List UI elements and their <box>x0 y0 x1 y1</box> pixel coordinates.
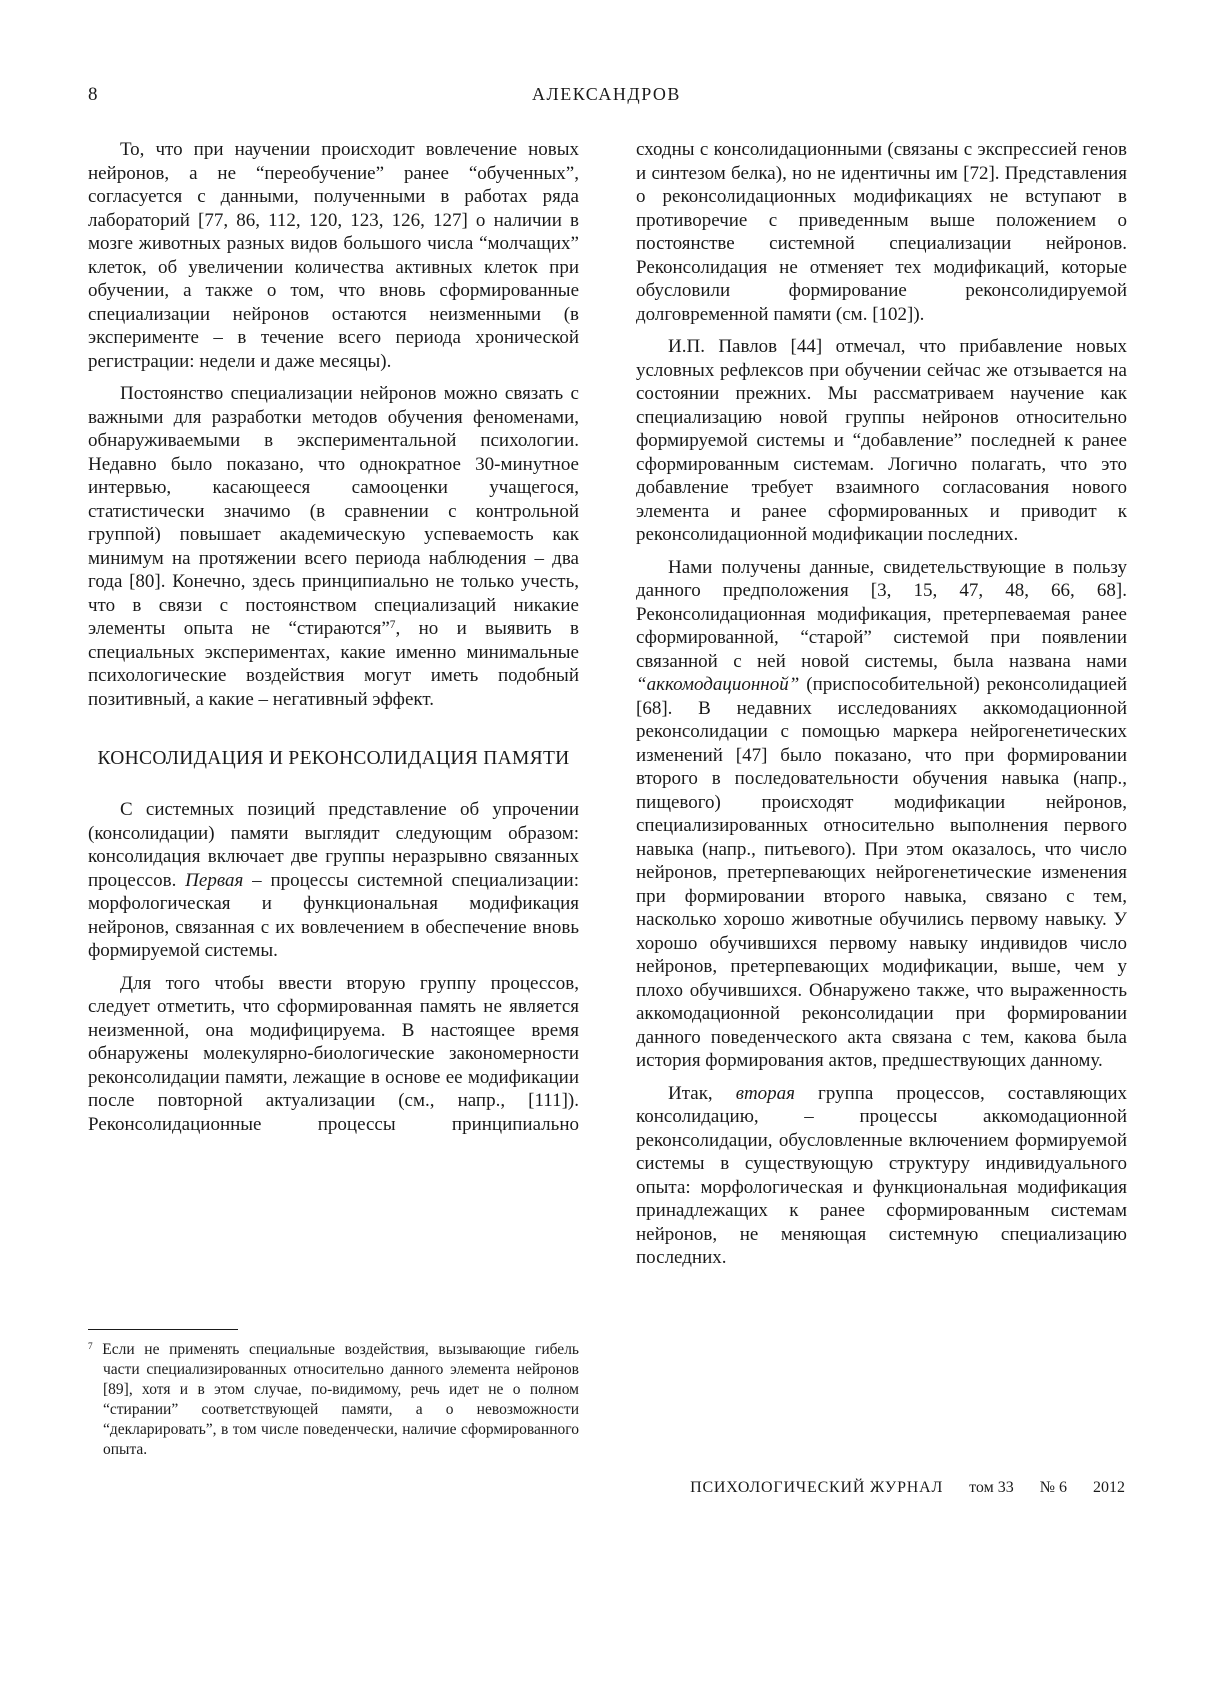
footnote-reference: 7 <box>88 1341 93 1352</box>
running-head-author: АЛЕКСАНДРОВ <box>532 84 681 104</box>
paragraph <box>636 556 1127 1073</box>
journal-year: 2012 <box>1093 1479 1125 1496</box>
text-run: сходны с консолидационными (связаны с экспрессией генов и синтезом белка), но не идентичны им [72]. Представления о реконсолидационных модификациях не вступают в противоречие с приведенным выше положением о постоянстве системной специализации нейронов. Реконсолидация не отменяет тех модификаций, которые обусловили формирование реконсолидируемой долговременной памяти (см. [102]). <box>636 139 1127 325</box>
page-number: 8 <box>88 84 98 105</box>
paragraph <box>636 335 1127 547</box>
text-run: Для того чтобы ввести вторую группу процессов, следует отметить, что сформированная память не является неизменной, она модифицируема. В настоящее время обнаружены молекулярно-биологические закономерности реконсолидации памяти, лежащие в основе ее модификации после повторной актуализации (см., напр., [111]). Реконсолидационные процессы принципиально <box>88 972 579 1135</box>
paragraph <box>636 1082 1127 1270</box>
text-run: (приспособительной) реконсолидацией [68]. В недавних исследованиях аккомодационной реконсолидации с помощью маркера нейрогенетических изменений [47] было показано, что при формировании второго в последовательности обучения навыка (напр., пищевого) происходят модификации нейронов, специализированных относительно выполнения первого навыка (напр., питьевого). При этом оказалось, что число нейронов, претерпевающих нейрогенетические изменения при формировании второго навыка, связано с тем, насколько хорошо животные обучились первому навыку. У хорошо обучившихся первому навыку индивидов число нейронов, претерпевающих модификации, выше, чем у плохо обучившихся. Обнаружено также, что выраженность аккомодационной реконсолидации при формировании данного поведенческого акта связана с тем, какова была история формирования актов, предшествующих данному. <box>636 674 1127 1071</box>
left-column <box>88 138 579 1460</box>
footnote-block <box>88 1317 579 1460</box>
paragraph <box>88 972 579 1137</box>
footnote <box>88 1340 579 1460</box>
paragraph <box>88 382 579 711</box>
text-run: Итак, <box>668 1082 736 1104</box>
text-run: Если не применять специальные воздействия, вызывающие гибель части специализированных относительно данного элемента нейронов [89], хотя и в этом случае, по-видимому, речь идет не о полном “стирании” соответствующей памяти, а о невозможности “декларировать”, в том числе поведенчески, наличие сформированного опыта. <box>92 1341 579 1458</box>
journal-footer <box>690 1479 1125 1497</box>
text-run: То, что при научении происходит вовлечение новых нейронов, а не “переобучение” ранее “обученных”, согласуется с данными, полученными в работах ряда лабораторий [77, 86, 112, 120, 123, 126, 127] о наличии в мозге животных разных видов большого числа “молчащих” клеток, об увеличении количества активных клеток при обучении, а также о том, что вновь сформированные специализации нейронов остаются неизменными (в эксперименте – в течение всего периода хронической регистрации: недели и даже месяцы). <box>88 139 579 372</box>
paragraph <box>88 138 579 373</box>
paragraph <box>636 138 1127 326</box>
text-run: И.П. Павлов [44] отмечал, что прибавление новых условных рефлексов при обучении сейчас же отзывается на состоянии прежних. Мы рассматриваем научение как специализацию новой группы нейронов относительно формируемой системы и “добавление” последней к ранее сформированным системам. Логично полагать, что это добавление требует взаимного согласования нового элемента и ранее сформированных и приводит к реконсолидационной модификации последних. <box>636 336 1127 545</box>
text-run: группа процессов, составляющих консолидацию, – процессы аккомодационной реконсолидации, обусловленные включением формируемой системы в существующую структуру индивидуального опыта: морфологическая и функциональная модификация принадлежащих к ранее сформированным системам нейронов, не меняющая системную специализацию последних. <box>636 1082 1127 1268</box>
right-column <box>636 138 1127 1460</box>
left-column-text <box>88 138 579 1145</box>
emphasized-text: Первая <box>185 869 244 891</box>
journal-volume: том 33 <box>969 1479 1014 1496</box>
text-run: С системных позиций представление об упрочении (консолидации) памяти выглядит следующим образом: консолидация включает две группы неразрывно связанных процессов. <box>88 799 579 891</box>
section-heading: КОНСОЛИДАЦИЯ И РЕКОНСОЛИДАЦИЯ ПАМЯТИ <box>97 748 570 769</box>
journal-title: ПСИХОЛОГИЧЕСКИЙ ЖУРНАЛ <box>690 1479 944 1496</box>
page-header <box>88 84 1125 110</box>
text-run: Нами получены данные, свидетельствующие в пользу данного предположения [3, 15, 47, 48, 66, 68]. Реконсолидационная модификация, претерпеваемая ранее сформированной, “старой” системой при появлении связанной с ней новой системы, была названа нами <box>636 556 1127 672</box>
text-run: , но и выявить в специальных экспериментах, какие именно минимальные психологические воздействия могут иметь подобный позитивный, а какие – негативный эффект. <box>88 618 579 710</box>
right-column-text <box>636 138 1127 1270</box>
journal-issue: № 6 <box>1039 1479 1067 1496</box>
emphasized-text: вторая <box>735 1082 796 1104</box>
footnote-separator <box>88 1329 238 1330</box>
text-run: Постоянство специализации нейронов можно связать с важными для разработки методов обучения феноменами, обнаруживаемыми в экспериментальной психологии. Недавно было показано, что однократное 30-минутное интервью, касающееся самооценки учащегося, статистически значимо (в сравнении с контрольной группой) повышает академическую успеваемость как минимум на протяжении всего периода наблюдения – два года [80]. Конечно, здесь принципиально не только учесть, что в связи с постоянством специализаций никакие элементы опыта не “стираются” <box>88 383 579 639</box>
paragraph <box>88 798 579 963</box>
emphasized-text: “аккомодационной” <box>636 674 800 695</box>
two-column-body <box>88 138 1127 1460</box>
text-run: – процессы системной специализации: морфологическая и функциональная модификация нейронов, связанная с их вовлечением в обеспечение вновь формируемой системы. <box>88 869 579 961</box>
footnote-reference: 7 <box>389 618 396 631</box>
